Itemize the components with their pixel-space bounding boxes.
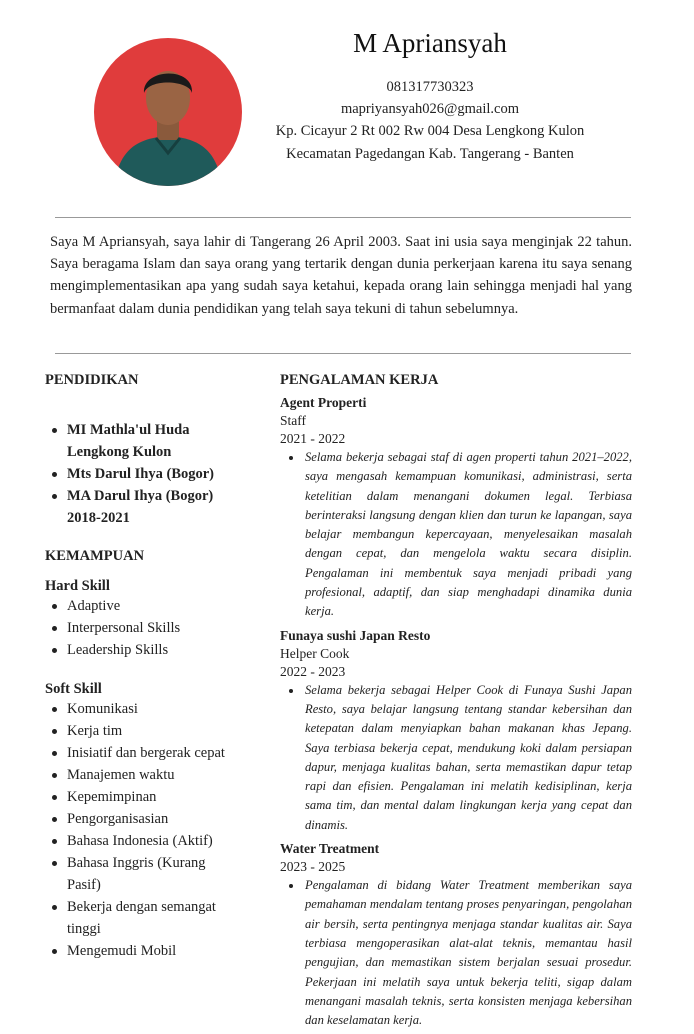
job-entry <box>280 393 632 622</box>
experience-heading: PENGALAMAN KERJA <box>280 372 439 388</box>
profile-summary: Saya M Apriansyah, saya lahir di Tangerang 26 April 2003. Saat ini usia saya menginjak 22 tahun. Saya beragama Islam dan saya orang yang tertarik dengan dunia perkerjaan karena itu saya senang mengimplementasikan apa yang sudah saya ketahui, kepada orang lain sehingga menjadi hal yang bermanfaat dalam dunia pendidikan yang telah saya tekuni di tahun sebelumnya. <box>50 234 632 317</box>
skill-item: Kerja tim <box>45 720 260 742</box>
job-period: 2022 - 2023 <box>280 663 346 679</box>
job-entry <box>280 839 632 1030</box>
job-role: Helper Cook <box>280 645 350 661</box>
skill-item: Interpersonal Skills <box>45 617 260 639</box>
address-line-1: Kp. Cicayur 2 Rt 002 Rw 004 Desa Lengkong Kulon <box>275 123 585 139</box>
soft-skill-heading: Soft Skill <box>45 681 102 697</box>
job-description: Selama bekerja sebagai staf di agen properti tahun 2021–2022, saya mengasah kemampuan komunikasi, administrasi, serta ketelitian dalam menangani dokumen legal. Terbiasa berinteraksi langsung dengan klien dan turun ke lapangan, saya belajar membangun kepercayaan, menyelesaikan masalah dengan cepat, dan mengelola waktu secara disiplin. Pengalaman ini membentuk saya menjadi pribadi yang profesional, adaptif, dan siap menghadapi dinamika dunia kerja. <box>280 448 632 622</box>
hard-skill-heading: Hard Skill <box>45 578 110 594</box>
skill-item: Bekerja dengan semangat tinggi <box>45 896 245 940</box>
education-item: Mts Darul Ihya (Bogor) <box>45 463 260 485</box>
skill-item: Bahasa Inggris (Kurang Pasif) <box>45 852 235 896</box>
person-portrait-icon <box>94 38 242 186</box>
job-period: 2021 - 2022 <box>280 431 346 446</box>
address-line-2: Kecamatan Pagedangan Kab. Tangerang - Banten <box>286 146 574 162</box>
skill-item: Manajemen waktu <box>45 764 260 786</box>
skills-heading: KEMAMPUAN <box>45 548 145 564</box>
job-company: Water Treatment <box>280 841 380 857</box>
education-list <box>45 419 260 529</box>
job-role: Staff <box>280 413 306 428</box>
divider <box>55 353 631 354</box>
skill-item: Komunikasi <box>45 698 260 720</box>
skill-item: Pengorganisasian <box>45 808 260 830</box>
job-company: Funaya sushi Japan Resto <box>280 627 431 643</box>
job-period: 2023 - 2025 <box>280 859 346 875</box>
divider <box>55 217 631 218</box>
skill-item: Adaptive <box>45 595 260 617</box>
skill-item: Inisiatif dan bergerak cepat <box>45 742 260 764</box>
skill-item: Bahasa Indonesia (Aktif) <box>45 830 260 852</box>
job-company: Agent Properti <box>280 395 367 410</box>
education-heading: PENDIDIKAN <box>45 372 139 388</box>
phone-number: 081317730323 <box>386 79 474 95</box>
skill-item: Kepemimpinan <box>45 786 260 808</box>
education-item: MA Darul Ihya (Bogor) 2018-2021 <box>45 485 245 529</box>
skill-item: Leadership Skills <box>45 639 260 661</box>
hard-skill-list <box>45 595 260 661</box>
job-description: Pengalaman di bidang Water Treatment memberikan saya pemahaman mendalam tentang proses penyaringan, pengolahan air bersih, serta pentingnya menjaga standar kualitas air. Saya terbiasa mengoperasikan alat-alat teknis, memantau hasil pengujian, dan memastikan sistem berjalan sesuai prosedur. Pekerjaan ini melatih saya untuk bekerja teliti, sigap dalam menangani masalah teknis, serta konsisten menjaga kebersihan dan keselamatan kerja. <box>280 876 632 1030</box>
soft-skill-list <box>45 698 260 962</box>
left-column <box>45 372 260 962</box>
email: mapriyansyah026@gmail.com <box>340 101 520 117</box>
job-entry <box>280 626 632 835</box>
job-description: Selama bekerja sebagai Helper Cook di Funaya Sushi Japan Resto, saya belajar langsung tentang standar kebersihan dan ketepatan dalam menyiapkan bahan makanan khas Jepang. Saya terbiasa bekerja cepat, mendukung koki dalam persiapan dapur, menjaga kualitas bahan, serta memastikan dapur tetap rapi dan efisien. Pengalaman ini melatih kedisiplinan, kerja sama tim, dan mental dalam lingkungan kerja yang cepat dan dinamis. <box>280 681 632 835</box>
skill-item: Mengemudi Mobil <box>45 940 260 962</box>
education-item: MI Mathla'ul Huda Lengkong Kulon <box>45 419 225 463</box>
experience-section <box>280 372 632 1034</box>
profile-photo <box>94 38 242 186</box>
candidate-name: M Apriansyah <box>353 28 507 58</box>
